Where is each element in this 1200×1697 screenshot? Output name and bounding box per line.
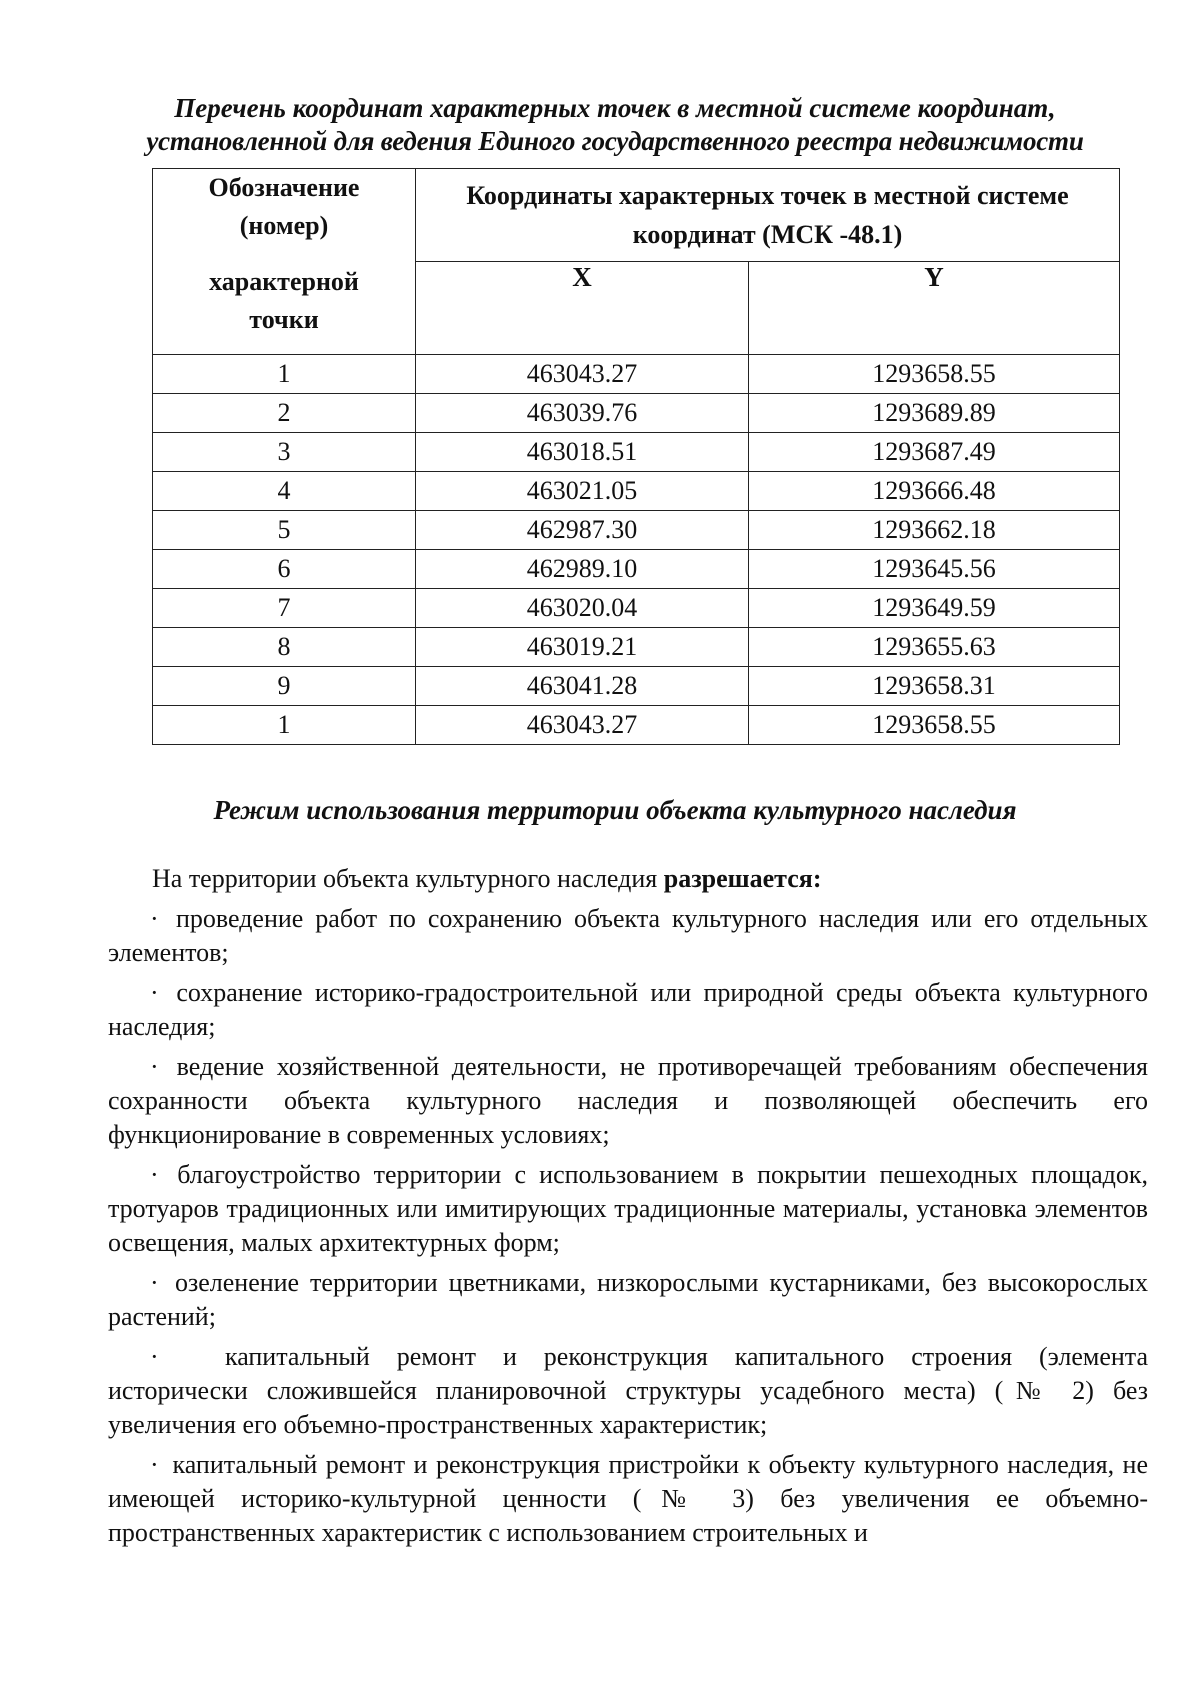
bullet-dot: · <box>150 978 159 1007</box>
x-coordinate: 463043.27 <box>416 706 749 745</box>
bullet-dot: · <box>150 1342 159 1371</box>
table-row <box>153 667 1120 706</box>
bullet-dot: · <box>150 1160 159 1189</box>
x-coordinate: 463043.27 <box>416 355 749 394</box>
list-item-text: благоустройство территории с использованием в покрытии пешеходных площадок, тротуаров традиционных или имитирующих традиционные материалы, установка элементов освещения, малых архитектурных форм; <box>108 1160 1148 1257</box>
coord-header-line-1: Координаты характерных точек в местной системе <box>466 181 1069 210</box>
y-coordinate: 1293645.56 <box>749 550 1120 589</box>
bullet-dot: · <box>150 1268 159 1297</box>
table-row <box>153 472 1120 511</box>
point-number: 1 <box>153 706 416 745</box>
point-number: 4 <box>153 472 416 511</box>
table-row <box>153 706 1120 745</box>
regime-intro-bold: разрешается: <box>663 864 822 893</box>
list-item <box>108 1158 1148 1260</box>
x-column-header: X <box>416 262 749 355</box>
list-item <box>108 1266 1148 1334</box>
point-number: 1 <box>153 355 416 394</box>
table-row <box>153 355 1120 394</box>
y-coordinate: 1293662.18 <box>749 511 1120 550</box>
regime-body <box>108 862 1148 1556</box>
table-row <box>153 589 1120 628</box>
list-item-text: капитальный ремонт и реконструкция пристройки к объекту культурного наследия, не имеющей историко-культурной ценности (№ 3) без увеличения ее объемно-пространственных характеристик с использованием строительных и <box>108 1450 1149 1547</box>
y-coordinate: 1293658.55 <box>749 355 1120 394</box>
y-coordinate: 1293689.89 <box>749 394 1120 433</box>
list-item-text: озеленение территории цветниками, низкорослыми кустарниками, без высокорослых растений; <box>108 1268 1149 1331</box>
y-coordinate: 1293666.48 <box>749 472 1120 511</box>
regime-section-title: Режим использования территории объекта культурного наследия <box>213 795 1017 825</box>
y-coordinate: 1293687.49 <box>749 433 1120 472</box>
table-row <box>153 433 1120 472</box>
list-item <box>108 1448 1148 1550</box>
y-coordinate: 1293649.59 <box>749 589 1120 628</box>
coordinates-table <box>152 168 1120 745</box>
point-number: 2 <box>153 394 416 433</box>
coordinates-group-header <box>416 169 1120 262</box>
list-item <box>108 1340 1148 1442</box>
point-number: 3 <box>153 433 416 472</box>
table-row <box>153 511 1120 550</box>
regime-intro <box>108 862 1148 896</box>
document-title <box>110 92 1120 158</box>
table-row <box>153 394 1120 433</box>
bullet-dot: · <box>150 1450 159 1479</box>
coord-header-line-2: координат (МСК -48.1) <box>632 220 903 249</box>
regime-intro-text: На территории объекта культурного наследия <box>152 864 658 893</box>
x-coordinate: 463021.05 <box>416 472 749 511</box>
x-coordinate: 463039.76 <box>416 394 749 433</box>
point-number: 8 <box>153 628 416 667</box>
bullet-dot: · <box>150 1052 159 1081</box>
y-coordinate: 1293658.55 <box>749 706 1120 745</box>
permitted-activities-list <box>108 902 1148 1550</box>
point-label-header <box>153 169 416 355</box>
header-label-bottom-2: точки <box>249 305 319 334</box>
table-row <box>153 628 1120 667</box>
x-coordinate: 462987.30 <box>416 511 749 550</box>
point-number: 5 <box>153 511 416 550</box>
list-item-text: проведение работ по сохранению объекта культурного наследия или его отдельных элементов; <box>108 904 1148 967</box>
list-item <box>108 1050 1148 1152</box>
x-coordinate: 462989.10 <box>416 550 749 589</box>
document-title-line-2: установленной для ведения Единого государственного реестра недвижимости <box>146 126 1084 156</box>
header-label-mid: (номер) <box>239 211 329 240</box>
x-coordinate: 463041.28 <box>416 667 749 706</box>
list-item <box>108 902 1148 970</box>
header-label-bottom-1: характерной <box>209 267 359 296</box>
list-item <box>108 976 1148 1044</box>
bullet-dot: · <box>150 904 159 933</box>
list-item-text: сохранение историко-градостроительной или природной среды объекта культурного наследия; <box>108 978 1149 1041</box>
y-coordinate: 1293655.63 <box>749 628 1120 667</box>
header-label-top: Обозначение <box>208 173 360 202</box>
list-item-text: капитальный ремонт и реконструкция капитального строения (элемента исторически сложившейся планировочной структуры усадебного места) (№ 2) без увеличения его объемно-пространственных характеристик; <box>108 1342 1149 1439</box>
x-coordinate: 463020.04 <box>416 589 749 628</box>
point-number: 9 <box>153 667 416 706</box>
y-coordinate: 1293658.31 <box>749 667 1120 706</box>
x-coordinate: 463018.51 <box>416 433 749 472</box>
point-number: 6 <box>153 550 416 589</box>
y-column-header: Y <box>749 262 1120 355</box>
point-number: 7 <box>153 589 416 628</box>
document-title-line-1: Перечень координат характерных точек в местной системе координат, <box>174 93 1056 123</box>
list-item-text: ведение хозяйственной деятельности, не противоречащей требованиям обеспечения сохранности объекта культурного наследия и позволяющей обеспечить его функционирование в современных условиях; <box>108 1052 1148 1149</box>
table-row <box>153 550 1120 589</box>
x-coordinate: 463019.21 <box>416 628 749 667</box>
